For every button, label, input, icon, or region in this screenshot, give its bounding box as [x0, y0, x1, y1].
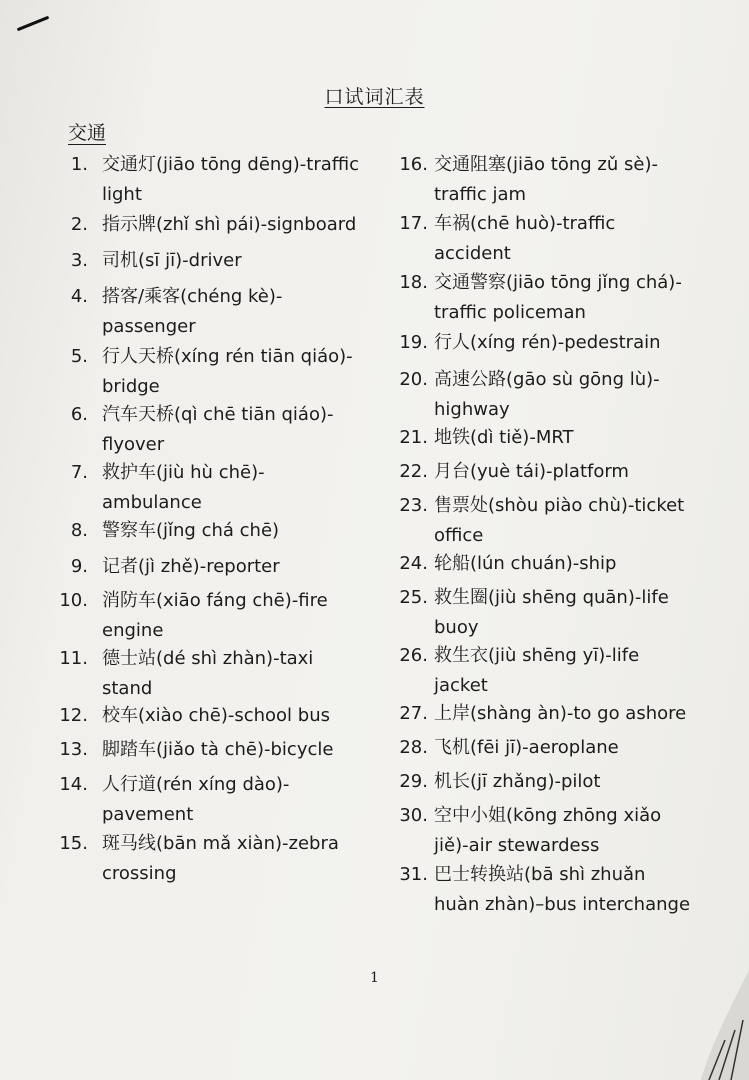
vocab-term: 救生衣(jiù shēng yī)-life: [434, 645, 640, 666]
vocab-term: 空中小姐(kōng zhōng xiǎo: [434, 805, 662, 826]
vocab-term: 救生圈(jiù shēng quān)-life: [434, 587, 669, 608]
vocab-term-continued: stand: [102, 678, 153, 699]
vocab-number: 1.: [70, 154, 88, 175]
vocab-number: 9.: [70, 556, 88, 577]
vocab-term: 交通阻塞(jiāo tōng zǔ sè)-: [434, 154, 658, 175]
vocab-term: 交通灯(jiāo tōng dēng)-traffic: [102, 154, 360, 175]
vocab-term-continued: accident: [434, 243, 511, 264]
page-title-text: 口试词汇表: [324, 86, 425, 108]
vocab-term-continued: bridge: [102, 376, 160, 397]
vocab-term: 机长(jī zhǎng)-pilot: [434, 771, 601, 792]
page-curl-decoration: [679, 970, 749, 1080]
vocab-term-continued: office: [434, 525, 484, 546]
vocab-number: 11.: [59, 648, 88, 669]
vocab-term: 警察车(jǐng chá chē): [102, 520, 280, 541]
vocab-number: 18.: [399, 272, 428, 293]
vocab-number: 24.: [399, 553, 428, 574]
vocab-term: 德士站(dé shì zhàn)-taxi: [102, 648, 314, 669]
page-number: 1: [370, 970, 379, 986]
pen-mark: [17, 16, 50, 32]
vocab-number: 26.: [399, 645, 428, 666]
vocab-term: 消防车(xiāo fáng chē)-fire: [102, 590, 328, 611]
vocab-number: 14.: [59, 774, 88, 795]
vocab-number: 30.: [399, 805, 428, 826]
vocab-number: 6.: [70, 404, 88, 425]
vocab-term-continued: buoy: [434, 617, 479, 638]
vocab-term-continued: crossing: [102, 863, 177, 884]
vocab-term: 车祸(chē huò)-traffic: [434, 213, 616, 234]
vocab-number: 20.: [399, 369, 428, 390]
vocab-term-continued: huàn zhàn)–bus interchange: [434, 894, 691, 915]
vocab-term-continued: traffic policeman: [434, 302, 586, 323]
vocab-term: 校车(xiào chē)-school bus: [102, 705, 330, 726]
vocab-term: 地铁(dì tiě)-MRT: [434, 427, 574, 448]
vocab-number: 16.: [399, 154, 428, 175]
vocab-term: 司机(sī jī)-driver: [102, 250, 242, 271]
vocab-number: 31.: [399, 864, 428, 885]
vocab-number: 25.: [399, 587, 428, 608]
vocab-number: 2.: [70, 214, 88, 235]
vocab-number: 28.: [399, 737, 428, 758]
vocab-term-continued: ambulance: [102, 492, 202, 513]
vocab-term: 搭客/乘客(chéng kè)-: [102, 286, 283, 307]
vocab-term: 月台(yuè tái)-platform: [434, 461, 629, 482]
vocab-term: 行人(xíng rén)-pedestrain: [434, 332, 661, 353]
vocab-number: 3.: [70, 250, 88, 271]
vocab-number: 8.: [70, 520, 88, 541]
vocab-term: 巴士转换站(bā shì zhuǎn: [434, 864, 646, 885]
vocab-term: 飞机(fēi jī)-aeroplane: [434, 737, 619, 758]
vocab-number: 27.: [399, 703, 428, 724]
vocab-number: 15.: [59, 833, 88, 854]
vocab-term: 轮船(lún chuán)-ship: [434, 553, 617, 574]
vocab-number: 5.: [70, 346, 88, 367]
vocab-term: 高速公路(gāo sù gōng lù)-: [434, 369, 660, 390]
vocab-term-continued: jiě)-air stewardess: [434, 835, 600, 856]
vocab-term-continued: passenger: [102, 316, 196, 337]
page-title: [0, 82, 749, 109]
vocab-term-continued: jacket: [434, 675, 488, 696]
vocab-term-continued: engine: [102, 620, 164, 641]
vocab-number: 17.: [399, 213, 428, 234]
vocab-number: 21.: [399, 427, 428, 448]
vocab-term: 行人天桥(xíng rén tiān qiáo)-: [102, 346, 353, 367]
vocab-number: 22.: [399, 461, 428, 482]
vocab-term: 脚踏车(jiǎo tà chē)-bicycle: [102, 739, 334, 760]
vocab-number: 19.: [399, 332, 428, 353]
vocab-number: 12.: [59, 705, 88, 726]
vocab-number: 4.: [70, 286, 88, 307]
vocab-term: 交通警察(jiāo tōng jǐng chá)-: [434, 272, 682, 293]
vocab-number: 13.: [59, 739, 88, 760]
vocab-number: 23.: [399, 495, 428, 516]
vocab-term: 售票处(shòu piào chù)-ticket: [434, 495, 685, 516]
section-heading: 交通: [68, 122, 107, 144]
vocab-number: 7.: [70, 462, 88, 483]
vocab-term: 救护车(jiù hù chē)-: [102, 462, 265, 483]
vocab-term: 人行道(rén xíng dào)-: [102, 774, 290, 795]
vocab-term-continued: highway: [434, 399, 510, 420]
vocab-term-continued: flyover: [102, 434, 165, 455]
vocab-term-continued: light: [102, 184, 142, 205]
vocab-term: 指示牌(zhǐ shì pái)-signboard: [102, 214, 357, 235]
vocab-number: 29.: [399, 771, 428, 792]
vocab-term-continued: pavement: [102, 804, 194, 825]
vocab-term: 记者(jì zhě)-reporter: [102, 556, 280, 577]
vocab-term: 汽车天桥(qì chē tiān qiáo)-: [102, 404, 334, 425]
vocab-term-continued: traffic jam: [434, 184, 527, 205]
vocab-term: 上岸(shàng àn)-to go ashore: [434, 703, 687, 724]
vocab-number: 10.: [59, 590, 88, 611]
vocab-term: 斑马线(bān mǎ xiàn)-zebra: [102, 833, 339, 854]
